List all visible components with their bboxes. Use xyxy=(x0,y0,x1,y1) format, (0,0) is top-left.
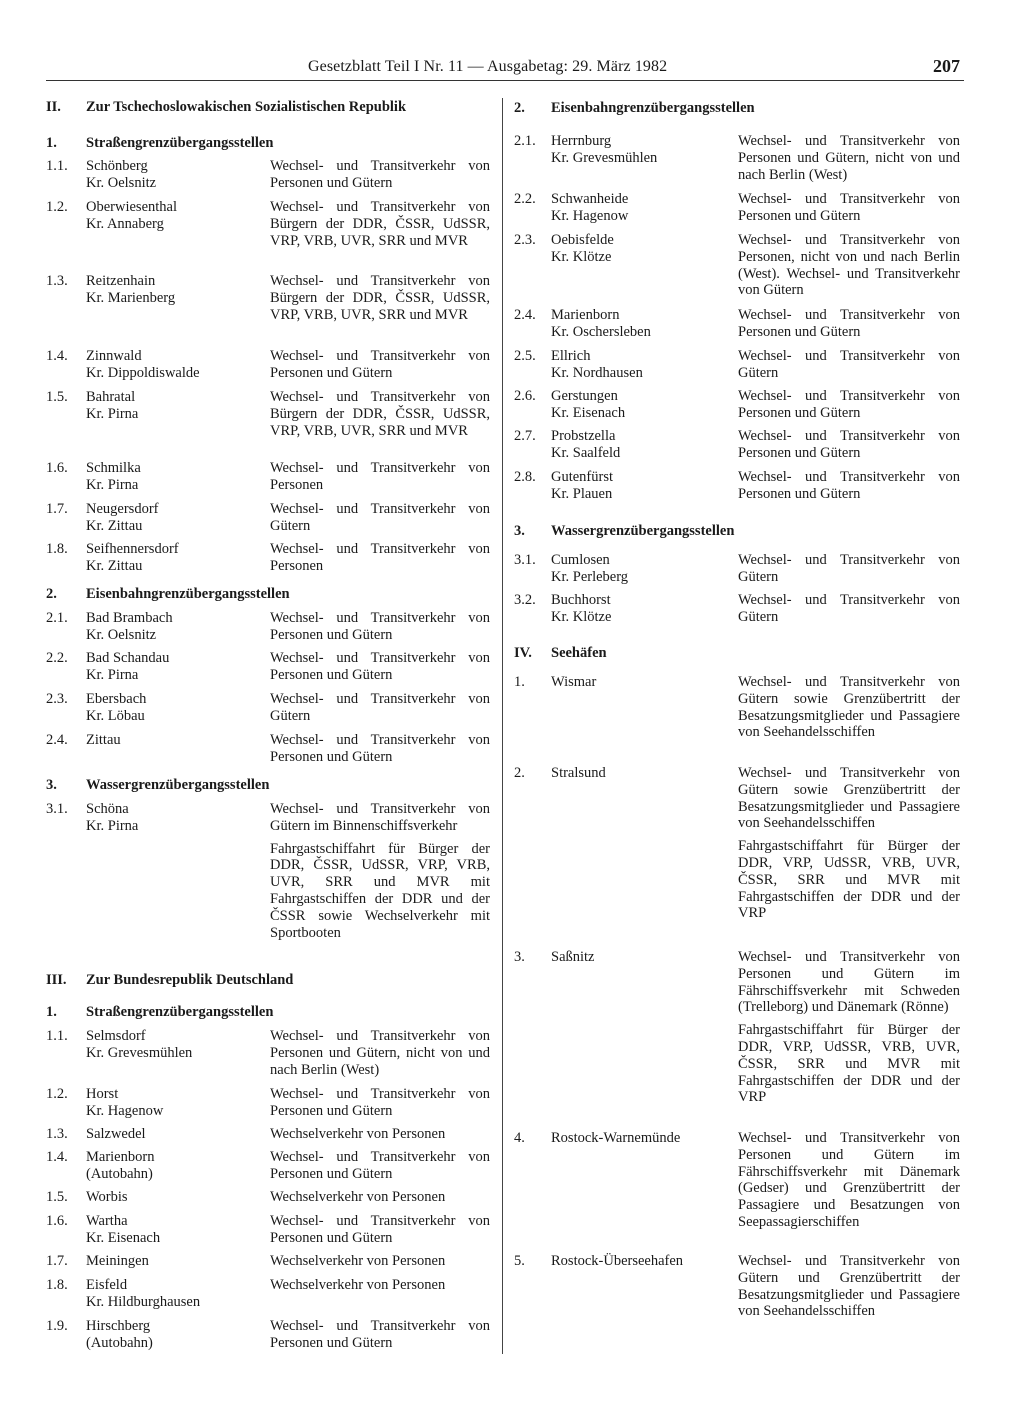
traffic-paragraph: Wechsel- und Transitverkehr von Personen und Gütern xyxy=(738,469,960,502)
entry-number: 2. xyxy=(514,765,525,781)
section-heading xyxy=(514,100,966,117)
section-title: Wassergrenzübergangsstellen xyxy=(86,777,270,793)
traffic-description xyxy=(270,1149,490,1183)
crossing-place: Bahratal Kr. Pirna xyxy=(86,389,139,422)
traffic-paragraph: Wechsel- und Transitverkehr von Personen xyxy=(270,541,490,574)
crossing-entry xyxy=(46,801,496,941)
entry-number: 3.2. xyxy=(514,592,536,608)
traffic-description xyxy=(738,133,960,183)
entry-number: 2.4. xyxy=(46,732,68,748)
traffic-description xyxy=(270,1086,490,1120)
traffic-paragraph: Wechsel- und Transitverkehr von Bürgern der DDR, ČSSR, UdSSR, VRP, VRB, UVR, SRR und MVR xyxy=(270,273,490,323)
traffic-description xyxy=(270,158,490,192)
traffic-paragraph: Wechsel- und Transitverkehr von Personen und Gütern xyxy=(270,610,490,643)
traffic-description xyxy=(270,501,490,535)
crossing-entry xyxy=(514,592,966,626)
section-title: Zur Bundesrepublik Deutschland xyxy=(86,972,294,988)
traffic-description xyxy=(738,469,960,503)
entry-number: 1.2. xyxy=(46,199,68,215)
section-heading xyxy=(514,523,966,540)
crossing-place: Herrnburg Kr. Grevesmühlen xyxy=(551,133,658,166)
crossing-place: Probstzella Kr. Saalfeld xyxy=(551,428,621,461)
crossing-entry xyxy=(46,691,496,725)
crossing-place: Gutenfürst Kr. Plauen xyxy=(551,469,614,502)
entry-number: 2.4. xyxy=(514,307,536,323)
section-number: III. xyxy=(46,972,67,988)
section-heading xyxy=(46,972,496,989)
crossing-place: Bad Schandau Kr. Pirna xyxy=(86,650,170,683)
entry-number: 1.8. xyxy=(46,541,68,557)
traffic-description xyxy=(738,592,960,626)
crossing-entry xyxy=(46,389,496,439)
traffic-paragraph: Wechsel- und Transitverkehr von Personen und Gütern im Fährschiffsverkehr mit Schweden (Trelleborg) und Dänemark (Rönne) xyxy=(738,949,960,1016)
crossing-entry xyxy=(514,552,966,586)
entry-number: 1.8. xyxy=(46,1277,68,1293)
crossing-entry xyxy=(46,1318,496,1352)
entry-number: 1.7. xyxy=(46,1253,68,1269)
entry-number: 1.5. xyxy=(46,1189,68,1205)
crossing-entry xyxy=(514,1253,966,1320)
traffic-paragraph: Wechsel- und Transitverkehr von Personen und Gütern xyxy=(270,158,490,191)
entry-number: 2.7. xyxy=(514,428,536,444)
crossing-entry xyxy=(46,273,496,323)
traffic-description xyxy=(270,273,490,323)
crossing-place: Schönberg Kr. Oelsnitz xyxy=(86,158,157,191)
crossing-place: Marienborn Kr. Oschersleben xyxy=(551,307,651,340)
crossing-entry xyxy=(514,428,966,462)
traffic-paragraph: Wechsel- und Transitverkehr von Personen und Gütern xyxy=(270,732,490,765)
entry-number: 3.1. xyxy=(46,801,68,817)
crossing-place: Seifhennersdorf Kr. Zittau xyxy=(86,541,179,574)
traffic-paragraph: Wechsel- und Transitverkehr von Personen und Gütern xyxy=(738,428,960,461)
traffic-paragraph: Wechsel- und Transitverkehr von Personen und Gütern xyxy=(270,1318,490,1351)
page-header xyxy=(46,56,964,82)
crossing-entry xyxy=(46,1253,496,1270)
crossing-place: Reitzenhain Kr. Marienberg xyxy=(86,273,176,306)
entry-number: 1.4. xyxy=(46,348,68,364)
section-heading xyxy=(46,777,496,794)
crossing-place: Eisfeld Kr. Hildburghausen xyxy=(86,1277,201,1310)
crossing-entry xyxy=(46,1086,496,1120)
section-number: 3. xyxy=(514,523,525,539)
traffic-description xyxy=(270,389,490,439)
traffic-paragraph: Wechsel- und Transitverkehr von Gütern im Binnenschiffsverkehr xyxy=(270,801,490,834)
crossing-place: Meiningen xyxy=(86,1253,149,1269)
crossing-entry xyxy=(46,1277,496,1310)
crossing-entry xyxy=(46,460,496,494)
entry-number: 1.3. xyxy=(46,1126,68,1142)
crossing-place: Schwanheide Kr. Hagenow xyxy=(551,191,629,224)
entry-number: 2.2. xyxy=(514,191,536,207)
traffic-description xyxy=(270,732,490,766)
section-heading xyxy=(46,135,496,152)
entry-number: 3. xyxy=(514,949,525,965)
entry-number: 2.3. xyxy=(46,691,68,707)
section-heading xyxy=(46,586,496,603)
crossing-place: Marienborn (Autobahn) xyxy=(86,1149,155,1182)
traffic-description xyxy=(270,1126,490,1143)
crossing-entry xyxy=(514,949,966,1106)
traffic-paragraph: Wechsel- und Transitverkehr von Gütern xyxy=(270,501,490,534)
crossing-entry xyxy=(514,232,966,299)
page-number: 207 xyxy=(933,56,960,76)
crossing-entry xyxy=(514,1130,966,1231)
column-divider xyxy=(502,98,503,1354)
running-head: Gesetzblatt Teil I Nr. 11 — Ausgabetag: 29. März 1982 xyxy=(308,58,668,75)
section-title: Eisenbahngrenzübergangsstellen xyxy=(86,586,290,602)
traffic-paragraph: Wechsel- und Transitverkehr von Personen und Gütern, nicht von und nach Berlin (West) xyxy=(270,1028,490,1078)
crossing-entry xyxy=(46,1028,496,1078)
crossing-place: Stralsund xyxy=(551,765,606,781)
traffic-paragraph: Wechsel- und Transitverkehr von Gütern xyxy=(270,691,490,724)
crossing-entry xyxy=(46,1189,496,1206)
crossing-place: Rostock-Überseehafen xyxy=(551,1253,684,1269)
traffic-paragraph: Wechsel- und Transitverkehr von Personen und Gütern xyxy=(270,1149,490,1182)
crossing-place: Hirschberg (Autobahn) xyxy=(86,1318,153,1351)
entry-number: 1.1. xyxy=(46,158,68,174)
traffic-description xyxy=(738,428,960,462)
section-number: IV. xyxy=(514,645,532,661)
section-number: 1. xyxy=(46,1004,57,1020)
traffic-description xyxy=(738,348,960,382)
section-number: II. xyxy=(46,99,61,115)
crossing-place: Wartha Kr. Eisenach xyxy=(86,1213,161,1246)
entry-number: 2.3. xyxy=(514,232,536,248)
crossing-entry xyxy=(46,348,496,382)
crossing-entry xyxy=(514,133,966,183)
section-number: 3. xyxy=(46,777,57,793)
entry-number: 2.8. xyxy=(514,469,536,485)
section-title: Straßengrenzübergangsstellen xyxy=(86,135,274,151)
traffic-description xyxy=(270,691,490,725)
crossing-place: Oberwiesenthal Kr. Annaberg xyxy=(86,199,177,232)
traffic-description xyxy=(738,765,960,922)
traffic-description xyxy=(738,191,960,225)
entry-number: 1.5. xyxy=(46,389,68,405)
traffic-description xyxy=(270,1318,490,1352)
crossing-place: Ebersbach Kr. Löbau xyxy=(86,691,147,724)
crossing-place: Salzwedel xyxy=(86,1126,146,1142)
crossing-place: Bad Brambach Kr. Oelsnitz xyxy=(86,610,173,643)
traffic-paragraph: Wechsel- und Transitverkehr von Gütern sowie Grenzübertritt der Besatzungsmitglieder und Passagiere von Seehandelsschiffen xyxy=(738,765,960,832)
traffic-description xyxy=(270,460,490,494)
traffic-description xyxy=(738,1253,960,1320)
traffic-description xyxy=(270,1253,490,1270)
section-number: 1. xyxy=(46,135,57,151)
entry-number: 1. xyxy=(514,674,525,690)
traffic-description xyxy=(738,307,960,341)
traffic-description xyxy=(270,1189,490,1206)
traffic-paragraph: Wechsel- und Transitverkehr von Personen und Gütern xyxy=(738,191,960,224)
traffic-paragraph: Wechsel- und Transitverkehr von Personen und Gütern xyxy=(270,1213,490,1246)
traffic-paragraph: Wechsel- und Transitverkehr von Personen xyxy=(270,460,490,493)
section-heading xyxy=(46,99,496,116)
traffic-description xyxy=(270,541,490,575)
traffic-description xyxy=(270,610,490,644)
crossing-place: Rostock-Warnemünde xyxy=(551,1130,681,1146)
traffic-paragraph: Wechsel- und Transitverkehr von Personen und Gütern xyxy=(270,650,490,683)
traffic-description xyxy=(270,1028,490,1078)
crossing-place: Schmilka Kr. Pirna xyxy=(86,460,141,493)
traffic-description xyxy=(270,1213,490,1247)
section-number: 2. xyxy=(46,586,57,602)
crossing-entry xyxy=(514,765,966,922)
traffic-paragraph: Wechsel- und Transitverkehr von Gütern sowie Grenzübertritt der Besatzungsmitglieder und Passagiere von Seehandelsschiffen xyxy=(738,674,960,741)
traffic-paragraph: Wechselverkehr von Personen xyxy=(270,1277,446,1293)
crossing-place: Gerstungen Kr. Eisenach xyxy=(551,388,626,421)
crossing-entry xyxy=(46,501,496,535)
traffic-description xyxy=(738,1130,960,1231)
traffic-description xyxy=(270,348,490,382)
traffic-paragraph: Wechsel- und Transitverkehr von Gütern xyxy=(738,348,960,381)
crossing-place: Ellrich Kr. Nordhausen xyxy=(551,348,643,381)
section-title: Seehäfen xyxy=(551,645,607,661)
crossing-entry xyxy=(514,348,966,382)
crossing-place: Horst Kr. Hagenow xyxy=(86,1086,164,1119)
traffic-paragraph: Wechsel- und Transitverkehr von Gütern und Grenzübertritt der Besatzungsmitglieder und Passagiere von Seehandelsschiffen xyxy=(738,1253,960,1320)
section-title: Wassergrenzübergangsstellen xyxy=(551,523,735,539)
traffic-description xyxy=(738,552,960,586)
crossing-place: Zinnwald Kr. Dippoldiswalde xyxy=(86,348,200,381)
crossing-entry xyxy=(46,1149,496,1183)
crossing-entry xyxy=(514,307,966,341)
crossing-entry xyxy=(514,388,966,422)
entry-number: 3.1. xyxy=(514,552,536,568)
entry-number: 1.3. xyxy=(46,273,68,289)
crossing-entry xyxy=(46,1126,496,1143)
traffic-description xyxy=(270,650,490,684)
traffic-paragraph: Wechsel- und Transitverkehr von Personen und Gütern xyxy=(738,388,960,421)
crossing-place: Selmsdorf Kr. Grevesmühlen xyxy=(86,1028,193,1061)
traffic-paragraph: Fahrgastschiffahrt für Bürger der DDR, VRP, UdSSR, VRB, UVR, ČSSR, SRR und MVR mit Fahrgastschiffen der DDR und der VRP xyxy=(738,1022,960,1106)
entry-number: 1.9. xyxy=(46,1318,68,1334)
traffic-description xyxy=(270,199,490,249)
entry-number: 1.6. xyxy=(46,1213,68,1229)
traffic-description xyxy=(738,674,960,741)
traffic-description xyxy=(270,801,490,941)
entry-number: 4. xyxy=(514,1130,525,1146)
traffic-paragraph: Wechsel- und Transitverkehr von Bürgern der DDR, ČSSR, UdSSR, VRP, VRB, UVR, SRR und MVR xyxy=(270,199,490,249)
traffic-paragraph: Wechsel- und Transitverkehr von Gütern xyxy=(738,552,960,585)
crossing-place: Oebisfelde Kr. Klötze xyxy=(551,232,614,265)
crossing-entry xyxy=(46,650,496,684)
crossing-entry xyxy=(46,610,496,644)
entry-number: 1.7. xyxy=(46,501,68,517)
crossing-place: Saßnitz xyxy=(551,949,595,965)
traffic-description xyxy=(738,388,960,422)
traffic-paragraph: Wechsel- und Transitverkehr von Gütern xyxy=(738,592,960,625)
section-number: 2. xyxy=(514,100,525,116)
section-heading xyxy=(514,645,966,662)
crossing-place: Worbis xyxy=(86,1189,128,1205)
section-heading xyxy=(46,1004,496,1021)
traffic-paragraph: Wechselverkehr von Personen xyxy=(270,1189,446,1205)
traffic-paragraph: Wechsel- und Transitverkehr von Personen und Gütern xyxy=(270,1086,490,1119)
section-title: Straßengrenzübergangsstellen xyxy=(86,1004,274,1020)
traffic-paragraph: Fahrgastschiffahrt für Bürger der DDR, ČSSR, UdSSR, VRP, VRB, UVR, SRR und MVR mit Fahrgastschiffen der DDR und der ČSSR sowie Wechselverkehr mit Sportbooten xyxy=(270,840,490,941)
entry-number: 2.1. xyxy=(46,610,68,626)
crossing-place: Zittau xyxy=(86,732,121,748)
crossing-entry xyxy=(514,469,966,503)
traffic-paragraph: Wechselverkehr von Personen xyxy=(270,1253,446,1269)
traffic-paragraph: Wechsel- und Transitverkehr von Personen und Gütern, nicht von und nach Berlin (West) xyxy=(738,133,960,183)
entry-number: 2.6. xyxy=(514,388,536,404)
crossing-entry xyxy=(46,732,496,766)
traffic-paragraph: Wechsel- und Transitverkehr von Personen und Gütern im Fährschiffsverkehr mit Dänemark (Gedser) und Grenzübertritt der Passagiere und Besatzungen von Seepassagierschiffen xyxy=(738,1130,960,1230)
traffic-paragraph: Wechselverkehr von Personen xyxy=(270,1126,446,1142)
entry-number: 1.1. xyxy=(46,1028,68,1044)
crossing-entry xyxy=(46,158,496,192)
traffic-paragraph: Wechsel- und Transitverkehr von Bürgern der DDR, ČSSR, UdSSR, VRP, VRB, UVR, SRR und MVR xyxy=(270,389,490,439)
traffic-paragraph: Wechsel- und Transitverkehr von Personen und Gütern xyxy=(270,348,490,381)
entry-number: 1.4. xyxy=(46,1149,68,1165)
section-title: Eisenbahngrenzübergangsstellen xyxy=(551,100,755,116)
crossing-place: Cumlosen Kr. Perleberg xyxy=(551,552,629,585)
entry-number: 2.1. xyxy=(514,133,536,149)
traffic-paragraph: Wechsel- und Transitverkehr von Personen, nicht von und nach Berlin (West). Wechsel- und Transitverkehr von Gütern xyxy=(738,232,960,299)
crossing-place: Buchhorst Kr. Klötze xyxy=(551,592,612,625)
traffic-description xyxy=(270,1277,490,1294)
entry-number: 2.2. xyxy=(46,650,68,666)
crossing-place: Neugersdorf Kr. Zittau xyxy=(86,501,159,534)
traffic-description xyxy=(738,232,960,299)
traffic-paragraph: Fahrgastschiffahrt für Bürger der DDR, VRP, UdSSR, VRB, UVR, ČSSR, SRR und MVR mit Fahrgastschiffen der DDR und der VRP xyxy=(738,838,960,922)
crossing-place: Schöna Kr. Pirna xyxy=(86,801,139,834)
entry-number: 2.5. xyxy=(514,348,536,364)
crossing-entry xyxy=(46,541,496,575)
crossing-place: Wismar xyxy=(551,674,597,690)
header-rule xyxy=(46,80,964,81)
entry-number: 5. xyxy=(514,1253,525,1269)
section-title: Zur Tschechoslowakischen Sozialistischen Republik xyxy=(86,99,407,115)
traffic-paragraph: Wechsel- und Transitverkehr von Personen und Gütern xyxy=(738,307,960,340)
crossing-entry xyxy=(514,191,966,225)
entry-number: 1.6. xyxy=(46,460,68,476)
crossing-entry xyxy=(46,199,496,249)
entry-number: 1.2. xyxy=(46,1086,68,1102)
traffic-description xyxy=(738,949,960,1106)
crossing-entry xyxy=(46,1213,496,1247)
crossing-entry xyxy=(514,674,966,741)
